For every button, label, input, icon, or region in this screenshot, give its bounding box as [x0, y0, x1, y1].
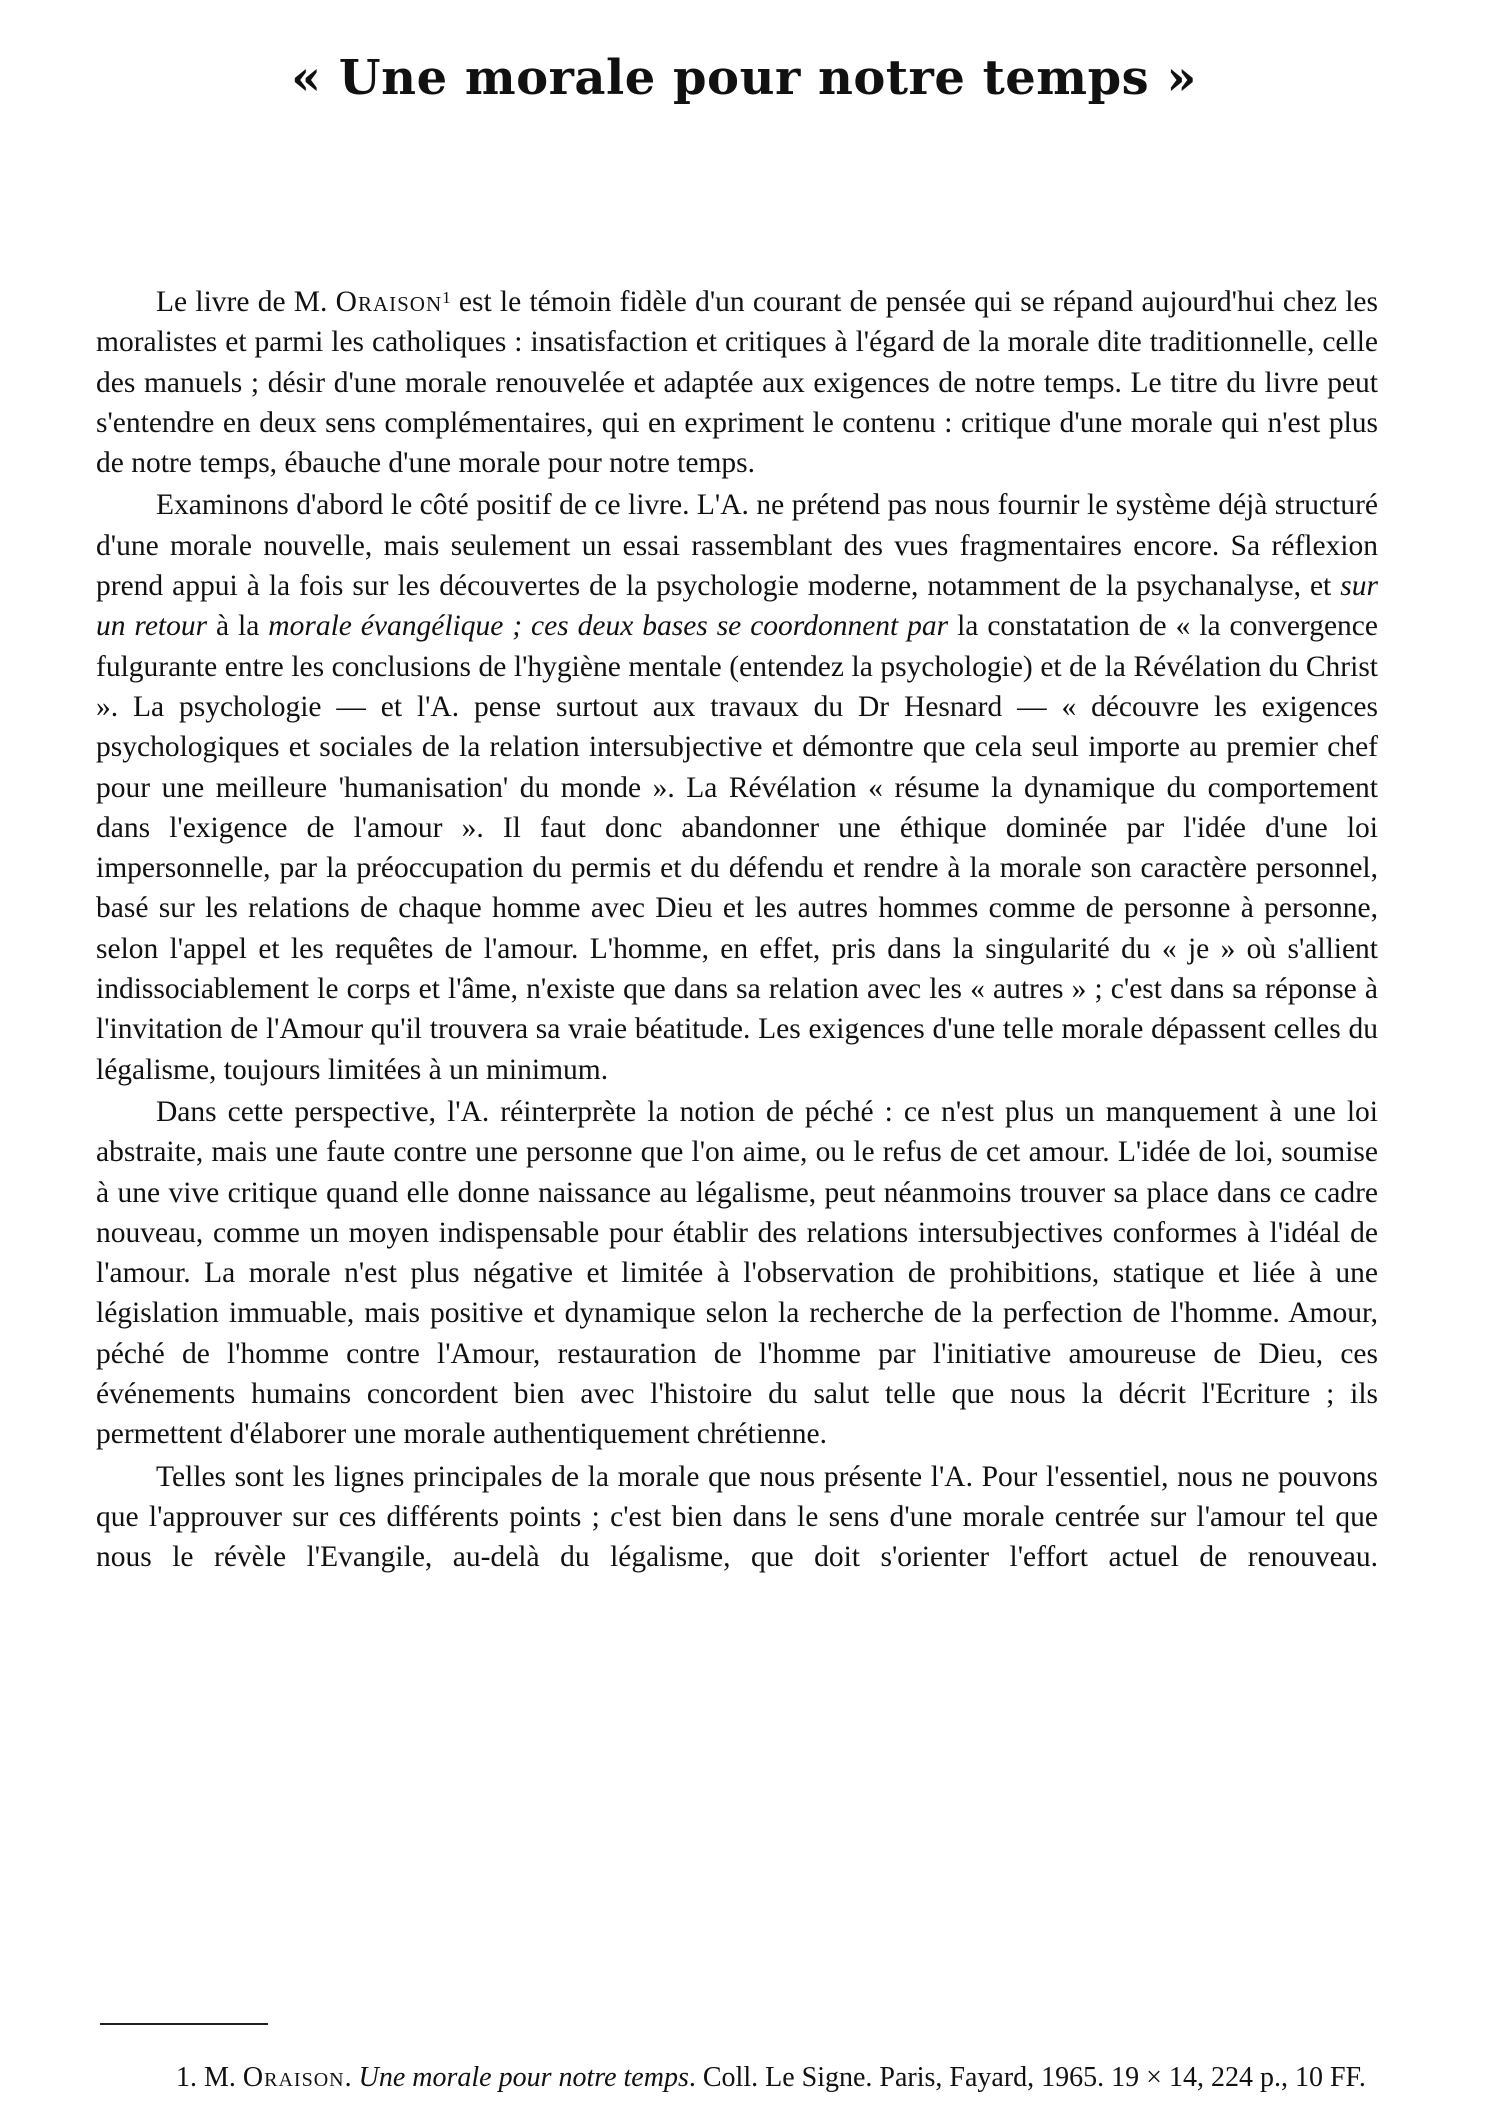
paragraph-2-part-a: Examinons d'abord le côté positif de ce livre. L'A. ne prétend pas nous fournir le système déjà structuré d'une morale nouvelle, mais seulement un essai rassemblant des vues fragmentaires encore. Sa réflexion prend appui à la fois sur les découvertes de la psychologie moderne, notamment de la psychanalyse, et	[96, 489, 1378, 603]
footnote-lead: 1. M.	[176, 2062, 243, 2093]
article-body	[96, 282, 1378, 1578]
paragraph-1	[96, 282, 1378, 483]
footnote-divider	[100, 2023, 268, 2025]
footnote-author: Oraison	[242, 2062, 345, 2093]
paragraph-1-part-b: est le témoin fidèle d'un courant de pensée qui se répand aujourd'hui chez les moralistes et parmi les catholiques : insatisfaction et critiques à l'égard de la morale dite traditionnelle, celle des manuels ; désir d'une morale renouvelée et adaptée aux exigences de notre temps. Le titre du livre peut s'entendre en deux sens complémentaires, qui en expriment le contenu : critique d'une morale qui n'est plus de notre temps, ébauche d'une morale pour notre temps.	[96, 286, 1378, 480]
footnote	[100, 2058, 1380, 2098]
paragraph-2	[96, 485, 1378, 1089]
paragraph-3: Dans cette perspective, l'A. réinterprète la notion de péché : ce n'est plus un manquement à une loi abstraite, mais une faute contre une personne que l'on aime, ou le refus de cet amour. L'idée de loi, soumise à une vive critique quand elle donne naissance au légalisme, peut néanmoins trouver sa place dans ce cadre nouveau, comme un moyen indispensable pour établir des relations intersubjectives conformes à l'idéal de l'amour. La morale n'est plus négative et limitée à l'observation de prohibitions, statique et liée à une législation immuable, mais positive et dynamique selon la recherche de la perfection de l'homme. Amour, péché de l'homme contre l'Amour, restauration de l'homme par l'initiative amoureuse de Dieu, ces événements humains concordent bien avec l'histoire du salut telle que nous la décrit l'Ecriture ; ils permettent d'élaborer une morale authentiquement chrétienne.	[96, 1095, 1378, 1451]
paragraph-2-italic-1: sur un retour	[96, 570, 1378, 643]
footnote-reference[interactable]: 1	[442, 288, 451, 307]
footnote-book-title: Une morale pour notre temps	[358, 2062, 689, 2093]
footnote-publication-details: . Coll. Le Signe. Paris, Fayard, 1965. 19 × 14, 224 p., 10 FF.	[688, 2062, 1366, 2093]
paragraph-4: Telles sont les lignes principales de la morale que nous présente l'A. Pour l'essentiel, nous ne pouvons que l'approuver sur ces différents points ; c'est bien dans le sens d'une morale centrée sur l'amour tel que nous le révèle l'Evangile, au-delà du légalisme, que doit s'orienter l'effort actuel de renouveau.	[96, 1460, 1378, 1574]
footnote-separator: .	[344, 2062, 359, 2093]
paragraph-2-part-b: à la	[207, 610, 269, 643]
paragraph-2-part-c: la constatation de « la convergence fulgurante entre les conclusions de l'hygiène mentale (entendez la psychologie) et de la Révélation du Christ ». La psychologie — et l'A. pense surtout aux travaux du Dr Hesnard — « découvre les exigences psychologiques et sociales de la relation intersubjective et démontre que cela seul importe au premier chef pour une meilleure 'humanisation' du monde ». La Révélation « résume la dynamique du comportement dans l'exigence de l'amour ». Il faut donc abandonner une éthique dominée par l'idée d'une loi impersonnelle, par la préoccupation du permis et du défendu et rendre à la morale son caractère personnel, basé sur les relations de chaque homme avec Dieu et les autres hommes comme de personne à personne, selon l'appel et les requêtes de l'amour. L'homme, en effet, pris dans la singularité du « je » où s'allient indissociablement le corps et l'âme, n'existe que dans sa relation avec les « autres » ; c'est dans sa réponse à l'invitation de l'Amour qu'il trouvera sa vraie béatitude. Les exigences d'une telle morale dépassent celles du légalisme, toujours limitées à un minimum.	[96, 610, 1378, 1086]
paragraph-2-italic-2: morale évangélique ; ces deux bases se coordonnent par	[268, 610, 949, 643]
page-title: « Une morale pour notre temps »	[291, 50, 1197, 106]
paragraph-1-part-a: Le livre de M.	[156, 286, 336, 318]
author-name: Oraison	[335, 286, 443, 318]
